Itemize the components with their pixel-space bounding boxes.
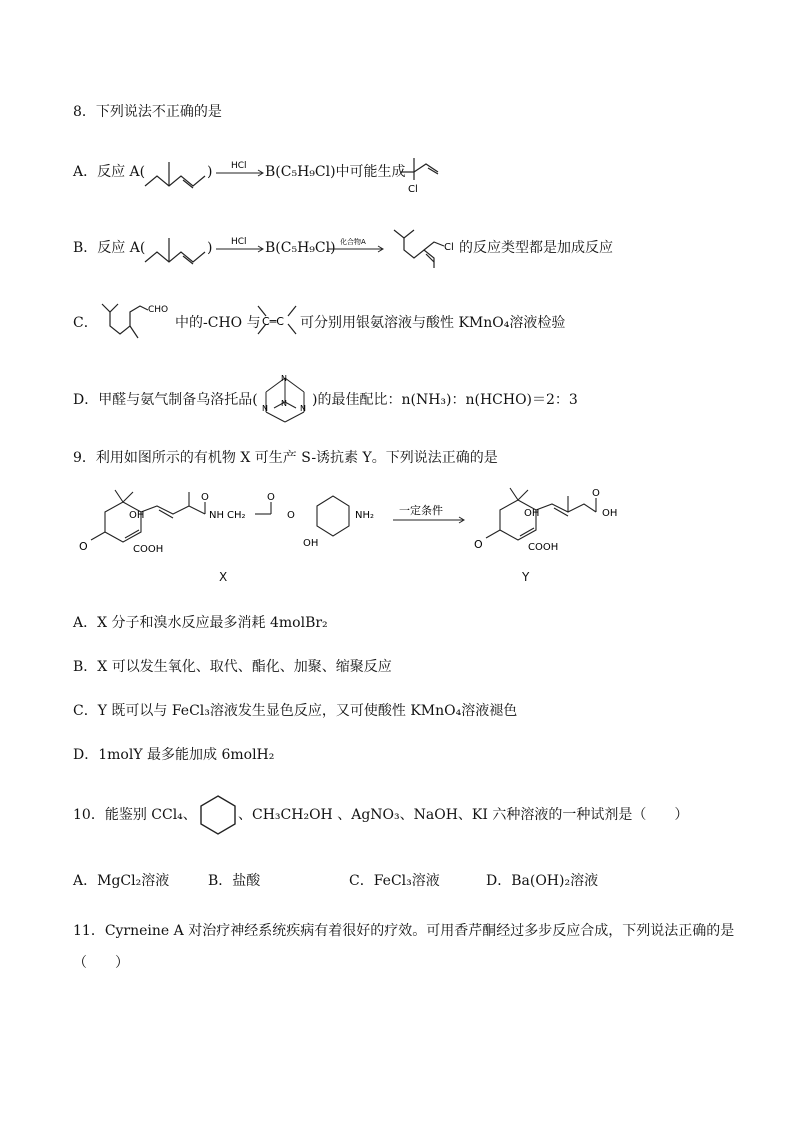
molecule-x-label: X bbox=[219, 570, 228, 584]
svg-text:O: O bbox=[267, 492, 275, 503]
q10-stem-prefix: 10．能鉴别 CCl₄、 bbox=[73, 807, 197, 823]
svg-text:COOH: COOH bbox=[133, 544, 164, 555]
svg-text:OH: OH bbox=[524, 508, 540, 519]
molecule-x-structure bbox=[75, 488, 375, 568]
svg-text:N: N bbox=[300, 404, 306, 413]
svg-text:O: O bbox=[592, 488, 600, 499]
q11-stem: 11．Cyrneine A 对治疗神经系统疾病有着很好的疗效。可用香芹酮经过多步反应合成，下列说法正确的是 bbox=[73, 923, 735, 939]
svg-text:N: N bbox=[262, 404, 268, 413]
reaction-arrow-condition bbox=[393, 504, 469, 526]
chloroalkene-structure bbox=[398, 154, 442, 194]
svg-text:Cl: Cl bbox=[444, 242, 454, 253]
svg-text:O: O bbox=[79, 540, 88, 553]
reaction-arrow-hcl-b bbox=[216, 234, 266, 256]
q9-stem: 9．利用如图所示的有机物 X 可生产 S-诱抗素 Y。下列说法正确的是 bbox=[73, 450, 498, 466]
svg-text:HCl: HCl bbox=[231, 237, 247, 247]
urotropine-structure bbox=[256, 372, 314, 426]
reaction-arrow-hcl bbox=[216, 158, 266, 180]
q9-option-d: D．1molY 最多能加成 6molH₂ bbox=[73, 747, 275, 763]
q8-option-c-prefix: C． bbox=[73, 315, 98, 331]
svg-text:NH₂: NH₂ bbox=[355, 510, 375, 521]
q8-option-c-mid: 中的-CHO 与 bbox=[175, 315, 261, 331]
svg-text:OH: OH bbox=[602, 508, 618, 519]
q10-option-b: B．盐酸 bbox=[208, 873, 261, 889]
q8-option-b-intermediate: B(C₅H₉Cl) bbox=[265, 240, 336, 256]
svg-text:化合物A: 化合物A bbox=[340, 238, 366, 246]
q9-option-c: C．Y 既可以与 FeCl₃溶液发生显色反应，又可使酸性 KMnO₄溶液褪色 bbox=[73, 703, 518, 719]
molecule-y-label: Y bbox=[522, 570, 530, 584]
q8-option-a-product: B(C₅H₉Cl)中可能生成 bbox=[265, 164, 406, 180]
q10-option-c: C．FeCl₃溶液 bbox=[349, 873, 440, 889]
svg-text:HCl: HCl bbox=[231, 161, 247, 171]
svg-text:OH: OH bbox=[129, 510, 145, 521]
molecule-y-structure bbox=[470, 486, 670, 566]
reaction-arrow-compound-a bbox=[328, 234, 386, 256]
geranyl-chloride-structure bbox=[390, 224, 460, 274]
q10-stem-suffix: 、CH₃CH₂OH 、AgNO₃、NaOH、KI 六种溶液的一种试剂是（ ） bbox=[238, 807, 689, 823]
benzene-ring-structure bbox=[198, 794, 238, 836]
isoprene-structure-a bbox=[143, 158, 213, 190]
svg-text:Cl: Cl bbox=[408, 184, 418, 195]
q10-option-d: D．Ba(OH)₂溶液 bbox=[486, 873, 599, 889]
svg-text:NH: NH bbox=[209, 510, 224, 521]
q9-option-a: A．X 分子和溴水反应最多消耗 4molBr₂ bbox=[73, 615, 328, 631]
q8-option-d-prefix: D．甲醛与氨气制备乌洛托品( bbox=[73, 392, 258, 408]
svg-text:O: O bbox=[287, 510, 295, 521]
q11-paren: （ ） bbox=[73, 955, 129, 971]
q8-option-c-suffix: 可分别用银氨溶液与酸性 KMnO₄溶液检验 bbox=[300, 315, 566, 331]
svg-text:N: N bbox=[281, 399, 287, 408]
svg-text:C═C: C═C bbox=[262, 315, 284, 328]
q8-option-b-prefix: B．反应 A( bbox=[73, 240, 146, 256]
q10-option-a: A．MgCl₂溶液 bbox=[73, 873, 170, 889]
citral-structure bbox=[98, 300, 176, 350]
svg-text:CH₂: CH₂ bbox=[227, 510, 246, 521]
q8-option-d-suffix: )的最佳配比：n(NH₃)：n(HCHO)＝2：3 bbox=[312, 392, 578, 408]
svg-text:O: O bbox=[201, 492, 209, 503]
alkene-structure bbox=[256, 304, 298, 340]
q8-stem: 8．下列说法不正确的是 bbox=[73, 104, 222, 120]
q9-option-b: B．X 可以发生氧化、取代、酯化、加聚、缩聚反应 bbox=[73, 659, 392, 675]
q8-option-b-suffix: 的反应类型都是加成反应 bbox=[459, 240, 613, 256]
q8-option-a-prefix: A．反应 A( bbox=[73, 164, 146, 180]
isoprene-structure-b bbox=[143, 234, 213, 266]
svg-text:OH: OH bbox=[303, 538, 319, 549]
svg-text:一定条件: 一定条件 bbox=[399, 504, 443, 517]
svg-text:N: N bbox=[281, 374, 287, 383]
svg-text:COOH: COOH bbox=[528, 542, 559, 553]
svg-text:CHO: CHO bbox=[148, 305, 169, 315]
svg-text:O: O bbox=[474, 538, 483, 551]
